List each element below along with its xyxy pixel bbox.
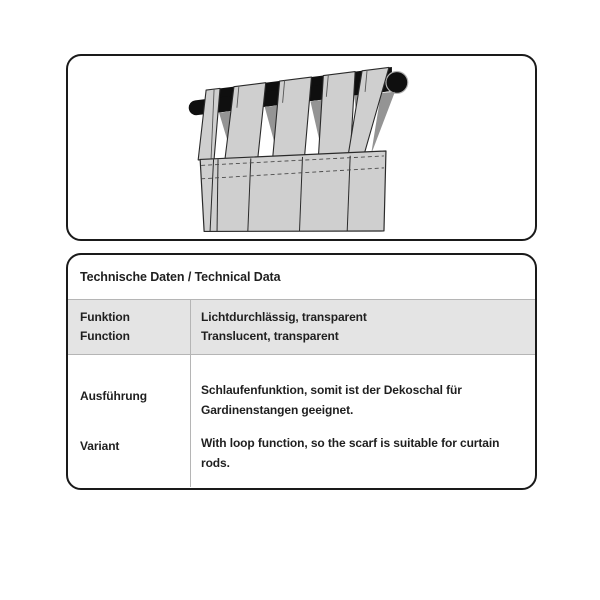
table-row-function: [68, 299, 535, 355]
technical-data-panel: [66, 253, 537, 490]
variant-label-cell: [68, 355, 191, 487]
table-header: Technische Daten / Technical Data: [80, 270, 281, 284]
variant-label-de: Ausführung: [80, 389, 147, 403]
function-label-en: Function: [80, 329, 130, 343]
function-label-cell: [68, 300, 191, 354]
curtain-illustration: [68, 56, 535, 239]
variant-value-en: With loop function, so the scarf is suitable for curtain rods.: [201, 436, 500, 470]
variant-value-de: Schlaufenfunktion, somit ist der Dekoschal für Gardinenstangen geeignet.: [201, 383, 462, 417]
function-value-en: Translucent, transparent: [201, 329, 339, 343]
variant-value-cell: [191, 355, 535, 487]
table-row-variant: [68, 355, 535, 487]
function-value-de: Lichtdurchlässig, transparent: [201, 310, 367, 324]
rod-finial-icon: [386, 71, 408, 93]
function-label-de: Funktion: [80, 310, 130, 324]
variant-label-en: Variant: [80, 439, 120, 453]
curtain-body: [200, 151, 386, 231]
function-value-cell: [191, 300, 535, 354]
product-illustration-panel: [66, 54, 537, 241]
